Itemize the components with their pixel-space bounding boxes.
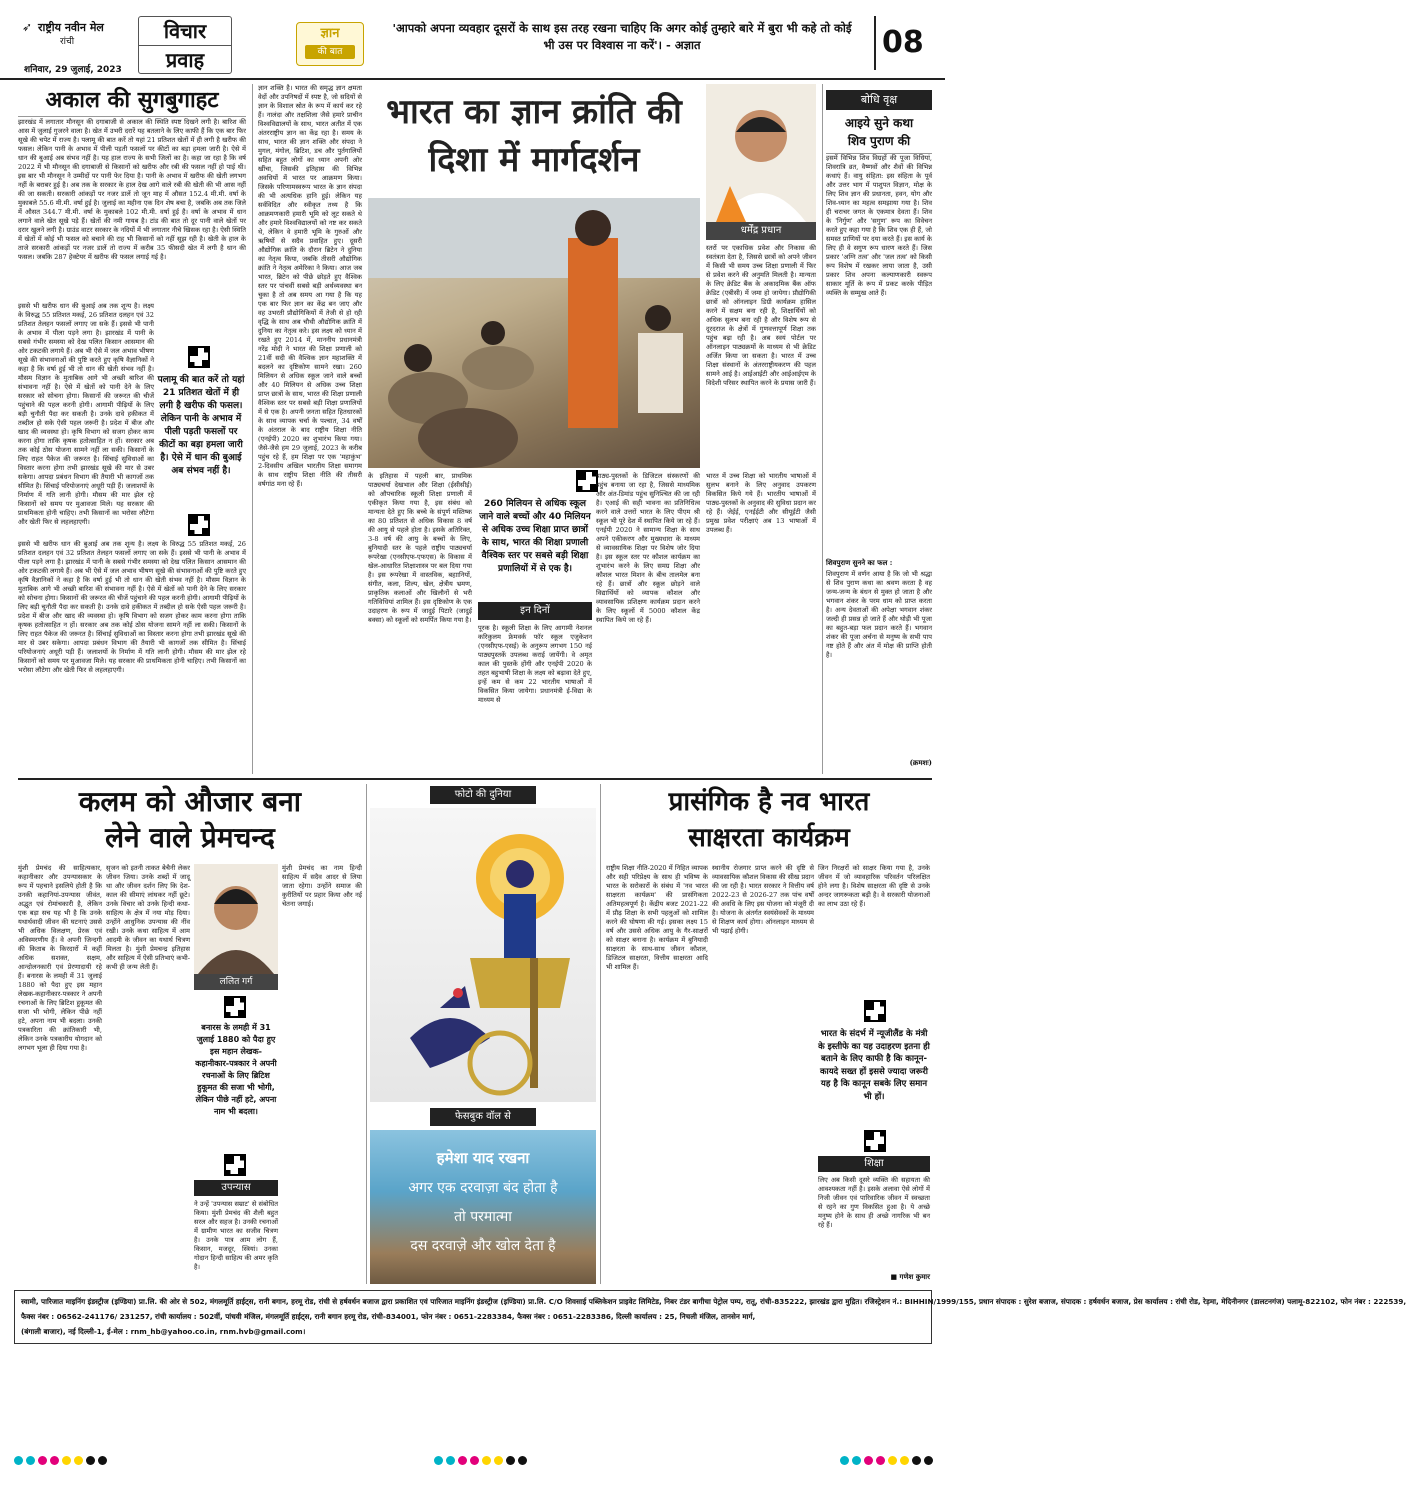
article-premchand [18, 784, 362, 1284]
bodhi-column [826, 90, 932, 774]
quote-line4: दस दरवाज़े और खोल देता है [410, 1238, 556, 1254]
qr-code-icon [224, 1154, 246, 1176]
bodhi-end: (क्रमशः) [909, 758, 932, 767]
imprint-line1: स्वामी, पारिजात माइनिंग इंडस्ट्रीज (इण्डिया) प्रा.लि. की ओर से 502, मंगलमूर्ति हाईट्स, रानी बगान, हरमू रोड, रांची से हर्षवर्धन बजाज द्वारा प्रकाशित एवं पारिजात माइनिंग इंडस्ट्रीज (इण्डिया) प्रा.लि. C/O शिवसाई पब्लिकेशन प्राइवेट लिमिटेड, निबर टंडर बागीचा पेट्रोल पम्प, रातू, रांची-835222, झारखंड द्वारा मुद्रित। रजिस्ट्रेशन नं.: BIHHIN/1999/155, प्रधान संपादक : सुरेश बजाज, संपादक : हर्षवर्धन बजाज, प्रेस कार्यालय : रांची रोड, रेड़मा, मेदिनीनगर (डालटनगंज) पलामू-822102, फोन नंबर : 222539, [21, 1297, 1406, 1306]
gyan-logo [296, 22, 364, 66]
article-premchand-col4: मुंशी प्रेमचंद का नाम हिन्दी साहित्य में सदैव आदर से लिया जाता रहेगा। उन्होंने समाज की कुरीतियों पर प्रहार किया और नई चेतना जगाई। [282, 864, 362, 908]
article-literacy-col3: जिन निरक्षरों को साक्षर किया गया है, उनके जीवन में जो व्यावहारिक परिवर्तन परिलक्षित होने लगा है। विशेष साक्षरता की दृष्टि से उनके अन्दर जागरूकता बढ़ी है। वे सरकारी योजनाओं का लाभ उठा रहे हैं। [818, 864, 930, 908]
qr-code-icon [576, 470, 598, 492]
bodhi-body2: शिवपुराण में वर्णन आया है कि जो भी श्रद्धा से शिव पुराण कथा का श्रवण करता है वह जन्म-जन्म के बंधन से मुक्त हो जाता है और भगवान शंकर के परम धाम को प्राप्त करता है। अन्य देवताओं की अपेक्षा भगवान शंकर जल्दी ही प्रसन्न हो जाते हैं और थोड़ी भी पूजा का बहुत-बड़ा फल प्रदान करते हैं। भगवान शंकर की पूजा अर्चना से मनुष्य के सभी पाप नष्ट होते हैं और अंत में मोक्ष की प्राप्ति होती है। [826, 570, 932, 659]
article-literacy-sublabel: शिक्षा [818, 1156, 930, 1172]
article-knowledge-headline-box [368, 84, 700, 194]
article-premchand-col2: सृजन को इतनी ताकत बेचैनी लेकर जीवन जिया। उनके शब्दों में जादू था और जीवन दर्शन लिए कि देश-काल की सीमाएं लांघकर नहीं छूटे। उनके विचार को उनके हिन्दी कथा-साहित्य के क्षेत्र में नया मोड़ दिया। उन्होंने आधुनिक उपन्यास की नींव रखी। उनके कथा साहित्य में आम आदमी के जीवन का यथार्थ चित्रण मिलता है। मुंशी प्रेमचन्द्र इतिहास और साहित्य में ऐसी प्रतिभाएं कभी-कभी ही जन्म लेती हैं। [106, 864, 190, 971]
bodhi-label: बोधि वृक्ष [826, 90, 932, 110]
registration-strip [14, 1452, 932, 1472]
section-title-line1: विचार [139, 17, 231, 46]
article-premchand-headline-1: कलम को औजार बना [78, 785, 302, 818]
bodhi-title1: आइये सुने कथा [844, 116, 914, 130]
article-premchand-pullquote: बनारस के लमही में 31 जुलाई 1880 को पैदा हुए इस महान लेखक-कहानीकार-पत्रकार ने अपनी रचनाओं के लिए ब्रिटिश हुकूमत की सजा भी भोगी, लेकिन पीछे नहीं हटे, अपना नाम भी बदला। [195, 1023, 277, 1116]
article-knowledge-headline: भारत का ज्ञान क्रांति की दिशा में मार्गदर्शन [386, 92, 682, 180]
article-knowledge-pullquote: 260 मिलियन से अधिक स्कूल जाने वाले बच्चों और 40 मिलियन से अधिक उच्च शिक्षा प्राप्त छात्रों के साथ, भारत की शिक्षा प्रणाली वैश्विक स्तर पर सबसे बड़ी शिक्षा प्रणालियों में से एक है। [479, 499, 591, 574]
article-drought [18, 84, 246, 770]
section-title-line2: प्रवाह [165, 48, 205, 72]
photo-section [370, 786, 596, 1286]
author-name: ललित गर्ग [194, 974, 278, 990]
article-literacy-headline-2: साक्षरता कार्यक्रम [688, 823, 850, 853]
article-drought-body-top: झारखंड में लगातार मौनसून की दगाबाजी से अकाल की स्थिति स्पष्ट दिखने लगी है। बारिश की आस में जुलाई गुजरने वाला है। खेत में उभरी दरारें यह बतलाने के लिए काफी हैं कि एक बार फिर सूखे की चपेट में राज्य है। पलामू की बात करें तो यहां 21 प्रतिशत खेतों में ही लगी है खरीफ की फसल। लेकिन पानी के अभाव में पीली पड़ती फसलों पर कीटों का बड़ा हमला जारी है। ऐसे में धान की बुआई अब संभव नहीं है। यह हाल राज्य के सभी जिलों का है। कहा जा रहा है कि वर्ष 2022 में भी मौनसून की दगाबाजी से किसानों को खरीफ और रबी की फसल नहीं हो पाई थी। इस बार भी मौनसून ने उम्मीदों पर पानी फेर दिया है। पानी के अभाव में खरीफ की खेती लगभग नहीं के बराबर हुई है। अब तक के सरकार के हाल देख आगे वाले रबी की खेती की भी आस नहीं की जा सकती। सरकारी आंकड़ों पर नजर डालें तो जून माह में औसत 152.4 मी.मी. वर्षा के मुकाबले 55.6 मी.मी. वर्षा हुई है। जुलाई का महीना एक दिन शेष बचा है, जबकि अब तक जिले में औसत 344.7 मी.मी. वर्षा के मुकाबले 102 मी.मी. वर्षा हुई है। वर्षा के अभाव में धान लगाने वाले खेत सूखे पड़े हैं। खेतों की नमी गायब है। टांड की बात तो दूर पानी वाले खेतों पर दरार खुलने लगी है। ग्राउंड वाटर सरकार के नदियों में भी लगातार नीचे खिसक रहा है। ऐसी स्थिति में खेतों में कोई भी फसल को बचाने की राह भी किसानों को नहीं सूझ रही है। खेती के हाल के ताजे सरकारी आंकड़ों पर नजर डालें तो राज्य में करीब 35 फीसदी खेत में लगी है धान की फसल। जबकि 287 हेक्टेयर में खरीफ की फसल लगाई गई है। [18, 118, 246, 261]
article-knowledge-col4: स्तरों पर एकाधिक प्रवेश और निकास की स्वतंत्रता देता है, जिससे छात्रों को अपने जीवन में किसी भी समय उच्च शिक्षा प्रणाली में फिर से प्रवेश करने की अनुमति मिलती है। मान्यता के लिए क्रेडिट बैंक के अकादमिक बैंक ऑफ क्रेडिट (एबीसी) में जमा हो जायेगा। प्रौद्योगिकी छात्रों को ऑनलाइन डिग्री कार्यक्रम हासिल करने में सक्षम बना रही है, शिक्षार्थियों को अधिक सुलभ बना रही है और विशेष रूप से दूरदराज के क्षेत्रों में गुणवत्तापूर्ण शिक्षा तक पहुंच बढ़ा रही है। अब स्वयं पोर्टल पर ऑनलाइन पाठ्यक्रमों के माध्यम से भी क्रेडिट अर्जित किया जा सकता है। भारत में उच्च शिक्षा संस्थानों के अंतरराष्ट्रीयकरण की पहल सामने आई है। आईआईटी और आईआईएम के विदेशी परिसर स्थापित करने के प्रयास जारी हैं। [706, 244, 816, 387]
article-knowledge-col1: ज्ञान शक्ति है। भारत की समृद्ध ज्ञान क्षमता वेदों और उपनिषदों में स्पष्ट है, जो सदियों से ज्ञान के विशाल स्रोत के रूप में कार्य कर रहे हैं। नालंदा और तक्षशिला जैसे हमारे प्राचीन विश्वविद्यालयों के साथ, भारत अतीत में एक अंतरराष्ट्रीय ज्ञान का केंद्र रहा है। समय के साथ, भारत की ज्ञान शक्ति और संपदा ने मुगल, मंगोल, ब्रिटिश, डच और पुर्तगालियों सहित बहुत लोगों का ध्यान अपनी ओर खींचा, जिसकी इतिहास की विभिन्न अवधियों में भारत पर आक्रमण किया। जिसके परिणामस्वरूप भारत के ज्ञान संपदा की भी अत्यधिक हानि हुई। लेकिन यह सर्वविदित और स्वीकृत तथ्य है कि आक्रमणकारी हमारी भूमि को लूट सकते थे और हमारे विश्वविद्यालयों को नष्ट कर सकते थे, लेकिन वे हमारी भूमि के गुरुओं और ऋषियों से सदैव प्रवाहित हुए। दूसरी औद्योगिक क्रांति के दौरान ब्रिटेन ने दुनिया का नेतृत्व किया, जबकि तीसरी औद्योगिक क्रांति ने नेतृत्व अमेरिका ने किया। आज जब भारत, ब्रिटेन को पीछे छोड़ते हुए वैश्विक स्तर पर पांचवीं सबसे बड़ी अर्थव्यवस्था बन चुका है तो अब समय आ गया है कि यह एक बार फिर ज्ञान का केंद्र बन जाए और वह उभरती प्रौद्योगिकियों में तेजी से हो रही वृद्धि के साथ अब चौथी औद्योगिक क्रांति में दुनिया का नेतृत्व करे। इस लक्ष्य को ध्यान में रखते हुए 2014 में, माननीय प्रधानमंत्री नरेंद्र मोदी ने भारत की शिक्षा प्रणाली को 21वीं सदी की वैश्विक ज्ञान महाशक्ति में बदलने का दृष्टिकोण सामने रखा। 260 मिलियन से अधिक स्कूल जाने वाले बच्चों और 40 मिलियन से अधिक उच्च शिक्षा प्राप्त छात्रों के साथ, भारत की शिक्षा प्रणाली वैश्विक स्तर पर सबसे बड़ी शिक्षा प्रणालियों में से एक है। अपनी जनता सहित हितधारकों के साथ व्यापक चर्चा के पश्चात, 34 वर्षों के अंतराल के बाद राष्ट्रीय शिक्षा नीति (एनईपी) 2020 का शुभारंभ किया गया। जैसे-जैसे हम 29 जुलाई, 2023 के करीब पहुंच रहे हैं, हम शिक्षा पर एक 'महाकुंभ' 2-दिवसीय अखिल भारतीय शिक्षा समागम के साथ राष्ट्रीय शिक्षा नीति की तीसरी वर्षगांठ मना रहे हैं। [258, 84, 362, 488]
article-premchand-col1: मुंशी प्रेमचंद की साहित्यकार, कहानीकार और उपन्यासकार के रूप में पहचाने इसलिये होती है कि उनकी कहानियां-उपन्यास जीवंत, अद्भुत एवं रोमांचकारी है, लेकिन एक बड़ा सच यह भी है कि उनके यथार्थवादी जीवन की घटनाएं उससे भी अधिक विलक्षण, प्रेरक एवं अविस्मरणीय हैं। वे अपनी जिन्दगी की किताब के किरदारों में कहीं अधिक सशक्त, सक्षम, आन्दोलनकारी एवं प्रेरणादायी रहे हैं। बनारस के लमही में 31 जुलाई 1880 को पैदा हुए इस महान लेखक-कहानीकार-पत्रकार ने अपनी रचनाओं के लिए ब्रिटिश हुकूमत की सजा भी भोगी, लेकिन पीछे नहीं हटे, अपना नाम भी बदला। उनकी पत्रकारिता की क्रांतिकारी भी, लेकिन उनके पत्रकारीय योगदान को लगभग भूला ही दिया गया है। [18, 864, 102, 1052]
article-drought-body-bottom: इससे भी खरीफ धान की बुआई अब तक शून्य है। लक्ष्य के विरुद्ध 55 प्रतिशत मकई, 26 प्रतिशत दलहन एवं 32 प्रतिशत तेलहन फसलों लगाए जा सके हैं। इससे भी पानी के अभाव में पीला पड़ने लगा है। झारखंड में पानी के सबसे गंभीर समस्या को देख पलित किसान आसमान की ओर टकटकी लगाये हैं। अब भी ऐसे में जल अभाव भीषण सूखे की संभावनाओं की पुष्टि करते हुए कृषि वैज्ञानिकों ने कहा है कि वर्षा हुई भी तो धान की खेती संभव नहीं है। मौसम विज्ञान के मुताबिक आगे भी अच्छी बारिश की संभावना नहीं है। ऐसे में खेतों को पानी देने के लिए सरकार को सोचना होगा। किसानों की जरूरत की चीजें पहुंचाने की पहल करनी होगी। आगामी पीढ़ियों के लिए बड़ी चुनौती पैदा कर सकती है। उनके दावे हकीकत में तब्दील हो सके ऐसी पहल जरूरी है। प्रदेश में बीज और खाद की व्यवस्था हो। कृषि विभाग को सजग होकर काम करना होगा ताकि कृषक हतोत्साहित न हों। सरकार अब तक कोई ठोस योजना सामने नहीं ला सकी। किसानों के लिए राहत पैकेज की जरूरत है। सिंचाई सुविधाओं का विस्तार करना होगा तभी झारखंड सूखे की मार से उबर सकेगा। आपदा प्रबंधन विभाग की तैयारी भी कागजों तक सीमित है। सिंचाई परियोजनाएं अधूरी पड़ी हैं। जलाशयों के निर्माण में गति लानी होगी। मौसम की मार झेल रहे किसानों को समय पर मुआवजा मिले। यह सरकार की प्राथमिकता होनी चाहिए। तभी किसानों का भरोसा लौटेगा और खेती फिर से लहलहाएगी। [18, 540, 246, 674]
article-literacy-headline-1: प्रासंगिक है नव भारत [668, 787, 870, 817]
facebook-label: फेसबुक वॉल से [430, 1108, 536, 1126]
quote-line2: अगर एक दरवाज़ा बंद होता है [408, 1180, 558, 1196]
shani-dev-icon [370, 808, 596, 1102]
bodhi-body: इसमें विभिन्न शिव विग्रहों की पूजा विधियां, शिवरात्रि व्रत, वैष्णवों और शैवों की विभिन्न कथाएं हैं। वायु संहिता: इस संहिता के पूर्व और उत्तर भाग में पाशुपत विज्ञान, मोक्ष के लिए शिव ज्ञान की प्रधानता, हवन, योग और शिव-ध्यान का महत्व समझाया गया है। शिव ही चराचर जगत के एकमात्र देवता हैं। शिव के 'निर्गुण' और 'सगुण' रूप का विवेचन करते हुए कहा गया है कि शिव एक ही हैं, जो समस्त प्राणियों पर दया करते हैं। इस कार्य के लिए ही वे सगुण रूप धारण करते हैं। जिस प्रकार 'अग्नि तत्व' और 'जल तत्व' को किसी रूप विशेष में रखकर लाया जाता है, उसी प्रकार शिव अपना कल्याणकारी स्वरूप साकार मूर्ति के रूप में प्रकट करके पीड़ित व्यक्ति के सम्मुख आते हैं। [826, 154, 932, 297]
bodhi-title2: शिव पुराण की [826, 132, 932, 154]
article-literacy-col2: स्थानीय रोजगार प्राप्त करने की दृष्टि से व्यावसायिक कौशल विकास की सीख प्रदान की जा रही है। भारत सरकार ने वित्तीय वर्ष 2022-23 से 2026-27 तक पांच वर्षों की अवधि के लिए इस योजना को मंजूरी दी है। योजना के अंतर्गत स्वयंसेवकों के माध्यम से शिक्षण कार्य होगा। ऑनलाइन माध्यम से भी पढ़ाई होगी। [712, 864, 814, 935]
gyan-logo-line2: की बात [305, 45, 355, 59]
registration-dots-center [434, 1456, 527, 1465]
imprint-line2: फैक्स नंबर : 06562-241176/ 231257, रांची कार्यालय : 502वीं, पांचवी मंजिल, मंगलमूर्ति हाईट्स, रानी बगान हरमू रोड, रांची-834001, फोन नंबर : 0651-2283384, फैक्स नंबर : 0651-2283386, दिल्ली कार्यालय : 25, निचली मंजिल, तानसेन मार्ग, [21, 1312, 756, 1321]
qr-code-icon [188, 346, 210, 368]
article-literacy-pullquote: भारत के संदर्भ में न्यूजीलैंड के मंत्री के इस्तीफे का यह उदाहरण इतना ही बताने के लिए काफी है कि कानून-कायदे सख्त हों इससे ज्यादा जरूरी यह है कि कानून सबके लिए समान भी हों। [818, 1029, 930, 1102]
qr-code-icon [188, 514, 210, 536]
article-drought-headline: अकाल की सुगबुगाहट [18, 84, 246, 117]
article-drought-pullquote: पलामू की बात करें तो यहां 21 प्रतिशत खेतों में ही लगी है खरीफ की फसल। लेकिन पानी के अभाव में पीली पड़ती फसलों पर कीटों का बड़ा हमला जारी है। ऐसे में धान की बुआई अब संभव नहीं है। [157, 375, 245, 476]
article-literacy-byline: ■ गणेश कुमार [890, 1272, 930, 1281]
author-photo [706, 84, 816, 222]
article-knowledge [258, 84, 818, 774]
gyan-logo-line1: ज्ञान [320, 26, 340, 41]
bird-logo-icon: ➶ [22, 20, 33, 34]
imprint-line3: (बंगाली बाजार), नई दिल्ली-1, ई-मेल : rnm_hb@yahoo.co.in, rnm.hvb@gmail.com। [21, 1327, 306, 1336]
classroom-illustration [368, 198, 700, 468]
masthead-quote: 'आपको अपना व्यवहार दूसरों के साथ इस तरह रखना चाहिए कि अगर कोई तुम्हारे बारे में बुरा भी कहे तो कोई भी उस पर विश्वास ना करें'। - अज्ञात [392, 21, 852, 52]
article-literacy [606, 784, 932, 1284]
paper-name: राष्ट्रीय नवीन मेल [38, 21, 104, 34]
author-name: धर्मेंद्र प्रधान [706, 222, 816, 240]
author-portrait [706, 84, 816, 222]
quote-line3: तो परमात्मा [454, 1209, 512, 1225]
city: रांची [60, 37, 75, 47]
article-knowledge-col2b: पूरक है। स्कूली शिक्षा के लिए आगामी नेशनल करिकुलम फ्रेमवर्क फॉर स्कूल एजुकेशन (एनसीएफ-एसई) के अनुरूप लगभग 150 नई पाठ्यपुस्तकें उपलब्ध कराई जायेंगी। वे अमृत काल की पुस्तकें होंगी और एनईपी 2020 के तहत बहुभाषी शिक्षा के लक्ष्य को बढ़ावा देते हुए, इन्हें कम से कम 22 भारतीय भाषाओं में विकसित किया जायेगा। प्रधानमंत्री ई-विद्या के माध्यम से [478, 624, 592, 704]
shani-illustration [370, 808, 596, 1102]
qr-code-icon [864, 1000, 886, 1022]
facebook-quote-card [370, 1130, 596, 1284]
article-premchand-headline-2: लेने वाले प्रेमचन्द [105, 821, 275, 854]
qr-code-icon [224, 996, 246, 1018]
article-drought-body-left: इससे भी खरीफ धान की बुआई अब तक शून्य है। लक्ष्य के विरुद्ध 55 प्रतिशत मकई, 26 प्रतिशत दलहन एवं 32 प्रतिशत तेलहन फसलों लगाए जा सके हैं। इससे भी पानी के अभाव में पीला पड़ने लगा है। झारखंड में पानी के सबसे गंभीर समस्या को देख पलित किसान आसमान की ओर टकटकी लगाये हैं। अब भी ऐसे में जल अभाव भीषण सूखे की संभावनाओं की पुष्टि करते हुए कृषि वैज्ञानिकों ने कहा है कि वर्षा हुई भी तो धान की खेती संभव नहीं है। मौसम विज्ञान के मुताबिक आगे भी अच्छी बारिश की संभावना नहीं है। ऐसे में खेतों को पानी देने के लिए सरकार को सोचना होगा। किसानों की जरूरत की चीजें पहुंचाने की पहल करनी होगी। आगामी पीढ़ियों के लिए बड़ी चुनौती पैदा कर सकती है। उनके दावे हकीकत में तब्दील हो सके ऐसी पहल जरूरी है। प्रदेश में बीज और खाद की व्यवस्था हो। कृषि विभाग को सजग होकर काम करना होगा ताकि कृषक हतोत्साहित न हों। सरकार अब तक कोई ठोस योजना सामने नहीं ला सकी। किसानों के लिए राहत पैकेज की जरूरत है। सिंचाई सुविधाओं का विस्तार करना होगा तभी झारखंड सूखे की मार से उबर सकेगा। आपदा प्रबंधन विभाग की तैयारी भी कागजों तक सीमित है। सिंचाई परियोजनाएं अधूरी पड़ी हैं। जलाशयों के निर्माण में गति लानी होगी। मौसम की मार झेल रहे किसानों को समय पर मुआवजा मिले। यह सरकार की प्राथमिकता होनी चाहिए। तभी किसानों का भरोसा लौटेगा और खेती फिर से लहलहाएगी। [18, 302, 154, 526]
registration-dots-left [14, 1456, 107, 1465]
article-knowledge-col3: पाठ्य-पुस्तकों के डिजिटल संस्करणों की पहुंच बनाया जा रहा है, जिससे माध्यमिक और अंत-डिमांड पहुंच सुनिश्चित की जा रही है। एआई की सही भावना का प्रतिनिधित्व करने वाले उत्तरों भारत के लिए पीएम श्री स्कूल भी पूरे देश में स्थापित किये जा रहे हैं। एनईपी 2020 ने सामान्य शिक्षा के साथ अपने एकीकरण और मुख्यधारा के माध्यम से व्यावसायिक शिक्षा पर विशेष जोर दिया है। इस स्कूल स्तर पर कौशल कार्यक्रम का शुभारंभ करने के लिए समग्र शिक्षा और कौशल भारत मिशन के बीच तालमेल बना रहे हैं। छात्रों और स्कूल छोड़ने वाले विद्यार्थियों को व्यापक कौशल और व्यावसायिक प्रशिक्षण कार्यक्रम प्रदान करने के लिए स्कूलों में 5000 कौशल केंद्र स्थापित किये जा रहे हैं। [596, 472, 700, 624]
bodhi-subheading: शिवपुराण सुनने का फल : [826, 558, 893, 567]
date: शनिवार, 29 जुलाई, 2023 [24, 65, 122, 75]
author-portrait [194, 864, 278, 974]
article-premchand-col3b: ने उन्हें 'उपन्यास सम्राट' से संबोधित किया। मुंशी प्रेमचंद की शैली बहुत सरल और सहज है। उनकी रचनाओं में ग्रामीण भारत का सजीव चित्रण है। उनके पात्र आम लोग हैं, किसान, मजदूर, स्त्रियां। उनका गोदान हिन्दी साहित्य की अमर कृति है। [194, 1200, 278, 1271]
masthead [0, 0, 945, 80]
quote-line1: हमेशा याद रखना [436, 1149, 530, 1167]
article-knowledge-col2: के इतिहास में पहली बार, प्राथमिक पाठ्यचर्या देखभाल और शिक्षा (ईसीसीई) को औपचारिक स्कूली शिक्षा प्रणाली में एकीकृत किया गया है, इस संबंध को मान्यता देते हुए कि बच्चे के संपूर्ण मस्तिष्क का 80 प्रतिशत से अधिक विकास 8 वर्ष की आयु से पहले होता है। इसके अतिरिक्त, 3-8 वर्ष की आयु के बच्चों के लिए, बुनियादी स्तर के पहले राष्ट्रीय पाठ्यचर्या रूपरेखा (एनसीएफ-एफएस) के विकास में खेल-आधारित शिक्षाशास्त्र पर बल दिया गया है। इस रूपरेखा में वास्तविक, बहाानियों, संगीत, कला, शिल्प, खेल, क्षेत्रीय भ्रमण, प्राकृतिक कलाओं और खिलौनों से भरी गतिविधियां शामिल हैं। इस दृष्टिकोण के एक उदाहरण के रूप में जादुई पिटारे (जादुई बक्सा) को स्कूलों को समर्पित किया गया है। [368, 472, 472, 624]
article-knowledge-sublabel: इन दिनों [478, 602, 592, 620]
author-photo [194, 864, 278, 974]
article-literacy-col1: राष्ट्रीय शिक्षा नीति-2020 में निहित व्यापक और सही परिप्रेक्ष्य के साथ ही भविष्य के भारत के सरोकारों के संबंध में 'नव भारत साक्षरता कार्यक्रम' की प्रासंगिकता अतिमहत्वपूर्ण है। केंद्रीय बजट 2021-22 में प्रौढ़ शिक्षा के सभी पहलुओं को शामिल करने की घोषणा की गई। इसका लक्ष्य 15 वर्ष और उससे अधिक आयु के गैर-साक्षरों को साक्षर बनाना है। कार्यक्रम में बुनियादी साक्षरता के साथ-साथ जीवन कौशल, डिजिटल साक्षरता, वित्तीय साक्षरता आदि भी शामिल हैं। [606, 864, 708, 971]
article-knowledge-col4b: भारत में उच्च शिक्षा को भारतीय भाषाओं में सुलभ बनाने के लिए अनुवाद उपकरण विकसित किये गये हैं। भारतीय भाषाओं में पाठ्य-पुस्तकों के अनुवाद की सुविधा प्रदान कर रहे हैं। जेईई, एनईईटी और सीयूईटी जैसी प्रमुख प्रवेश परीक्षाएं अब 13 भाषाओं में उपलब्ध हैं। [706, 472, 816, 534]
article-premchand-sublabel: उपन्यास [194, 1180, 278, 1196]
section-title-box [138, 16, 232, 74]
page-number: 08 [874, 16, 934, 70]
photo-label: फोटो की दुनिया [430, 786, 536, 804]
qr-code-icon [864, 1130, 886, 1152]
article-literacy-col3b: लिए अब किसी दूसरे व्यक्ति की सहायता की आवश्यकता नहीं है। इसके अलावा ऐसे लोगों में निजी जीवन एवं पारिवारिक जीवन में स्वच्छता से रहने का गुण विकसित हुआ है। ये अच्छे मनुष्य होने के साथ ही अच्छे नागरिक भी बन रहे हैं। [818, 1176, 930, 1229]
classroom-photo [368, 198, 700, 468]
registration-dots-right [840, 1456, 933, 1465]
imprint-footer [14, 1290, 1406, 1344]
